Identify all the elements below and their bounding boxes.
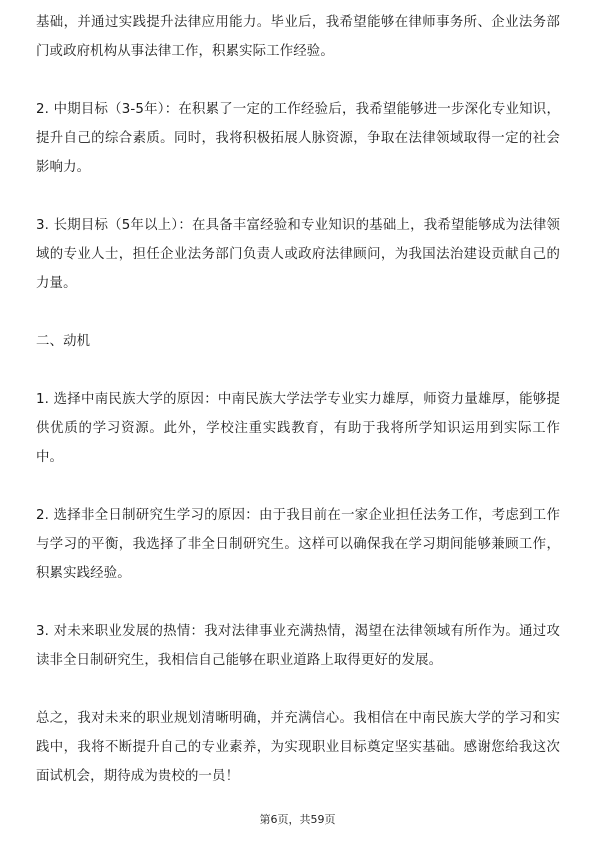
paragraph-spacer	[36, 66, 560, 95]
paragraph-spacer	[36, 182, 560, 211]
paragraph-spacer	[36, 472, 560, 501]
paragraph-career-passion: 3. 对未来职业发展的热情：我对法律事业充满热情，渴望在法律领域有所作为。通过攻读非全日制研究生，我相信自己能够在职业道路上取得更好的发展。	[36, 624, 560, 668]
paragraph-spacer	[36, 356, 560, 385]
paragraph-reason-university: 1. 选择中南民族大学的原因：中南民族大学法学专业实力雄厚，师资力量雄厚，能够提供优质的学习资源。此外，学校注重实践教育，有助于我将所学知识运用到实际工作中。	[36, 392, 560, 465]
paragraph-spacer	[36, 675, 560, 704]
page-number-footer: 第6页，共59页	[259, 813, 336, 826]
paragraph-reason-part-time: 2. 选择非全日制研究生学习的原因：由于我目前在一家企业担任法务工作，考虑到工作与学习的平衡，我选择了非全日制研究生。这样可以确保我在学习期间能够兼顾工作，积累实践经验。	[36, 508, 560, 581]
document-body	[36, 8, 560, 791]
paragraph-conclusion: 总之，我对未来的职业规划清晰明确，并充满信心。我相信在中南民族大学的学习和实践中，我将不断提升自己的专业素养，为实现职业目标奠定坚实基础。感谢您给我这次面试机会，期待成为贵校的一员！	[36, 711, 560, 784]
paragraph-spacer	[36, 298, 560, 327]
paragraph-midterm-goal: 2. 中期目标（3-5年）：在积累了一定的工作经验后，我希望能够进一步深化专业知识，提升自己的综合素质。同时，我将积极拓展人脉资源，争取在法律领域取得一定的社会影响力。	[36, 102, 560, 175]
paragraph-longterm-goal: 3. 长期目标（5年以上）：在具备丰富经验和专业知识的基础上，我希望能够成为法律领域的专业人士，担任企业法务部门负责人或政府法律顾问，为我国法治建设贡献自己的力量。	[36, 218, 560, 291]
section-heading-motivation: 二、动机	[36, 334, 91, 349]
paragraph-goal-intro-continuation: 基础，并通过实践提升法律应用能力。毕业后，我希望能够在律师事务所、企业法务部门或政府机构从事法律工作，积累实际工作经验。	[36, 15, 560, 59]
paragraph-spacer	[36, 588, 560, 617]
